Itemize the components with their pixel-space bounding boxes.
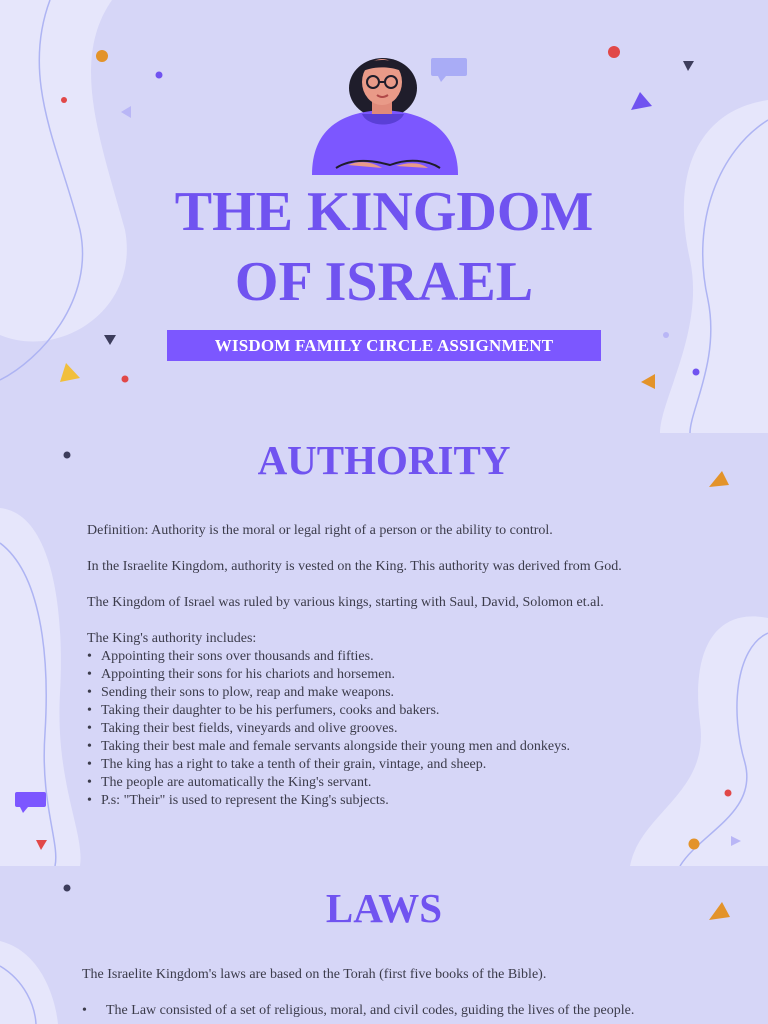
- page-title-line-1: THE KINGDOM: [174, 181, 594, 243]
- authority-list: [87, 648, 697, 810]
- laws-intro: The Israelite Kingdom's laws are based on the Torah (first five books of the Bible).: [82, 967, 547, 982]
- title-slide: [0, 0, 768, 433]
- list-item: • The people are automatically the King's servant.: [87, 774, 697, 792]
- section-heading-authority: AUTHORITY: [257, 437, 511, 483]
- list-item: • The Law consisted of a set of religious, moral, and civil codes, guiding the lives of the people.: [82, 1002, 702, 1020]
- list-item: • Sending their sons to plow, reap and make weapons.: [87, 684, 697, 702]
- confetti-dot: [608, 46, 620, 58]
- list-item: • Appointing their sons over thousands and fifties.: [87, 648, 697, 666]
- includes-intro: The King's authority includes:: [87, 631, 257, 646]
- laws-slide: [0, 866, 768, 1024]
- confetti-triangle: [631, 92, 652, 110]
- speech-bubble-icon: [431, 58, 467, 82]
- confetti-dot: [689, 839, 700, 850]
- confetti-triangle: [683, 61, 694, 71]
- section-heading-laws: LAWS: [325, 885, 443, 931]
- list-item: • The king has a right to take a tenth of their grain, vintage, and sheep.: [87, 756, 697, 774]
- page-title-line-2: OF ISRAEL: [234, 251, 534, 313]
- confetti-dot: [725, 790, 732, 797]
- subtitle-banner: WISDOM FAMILY CIRCLE ASSIGNMENT: [167, 330, 601, 361]
- confetti-triangle: [121, 106, 131, 118]
- confetti-dot: [122, 376, 129, 383]
- list-item: • Appointing their sons for his chariots and horsemen.: [87, 666, 697, 684]
- confetti-dot: [61, 97, 67, 103]
- confetti-triangle: [641, 374, 655, 389]
- blob-shape: [0, 941, 58, 1024]
- list-item: • Taking their daughter to be his perfumers, cooks and bakers.: [87, 702, 697, 720]
- confetti-dot: [156, 72, 163, 79]
- authority-body: [87, 522, 697, 810]
- list-item: • P.s: "Their" is used to represent the King's subjects.: [87, 792, 697, 810]
- confetti-dot: [663, 332, 669, 338]
- list-item: • Taking their best fields, vineyards and olive grooves.: [87, 720, 697, 738]
- laws-body: [82, 966, 702, 1020]
- laws-list: [82, 1002, 702, 1020]
- authority-slide: [0, 433, 768, 866]
- confetti-triangle: [60, 363, 80, 382]
- confetti-dot: [693, 369, 700, 376]
- vested-text: In the Israelite Kingdom, authority is vested on the King. This authority was derived from God.: [87, 559, 622, 574]
- list-item: • Taking their best male and female servants alongside their young men and donkeys.: [87, 738, 697, 756]
- blob-shape: [0, 508, 81, 866]
- confetti-triangle: [104, 335, 116, 345]
- rulers-text: The Kingdom of Israel was ruled by various kings, starting with Saul, David, Solomon et.al.: [87, 595, 604, 610]
- confetti-dot: [96, 50, 108, 62]
- definition-text: Definition: Authority is the moral or legal right of a person or the ability to control.: [87, 523, 553, 538]
